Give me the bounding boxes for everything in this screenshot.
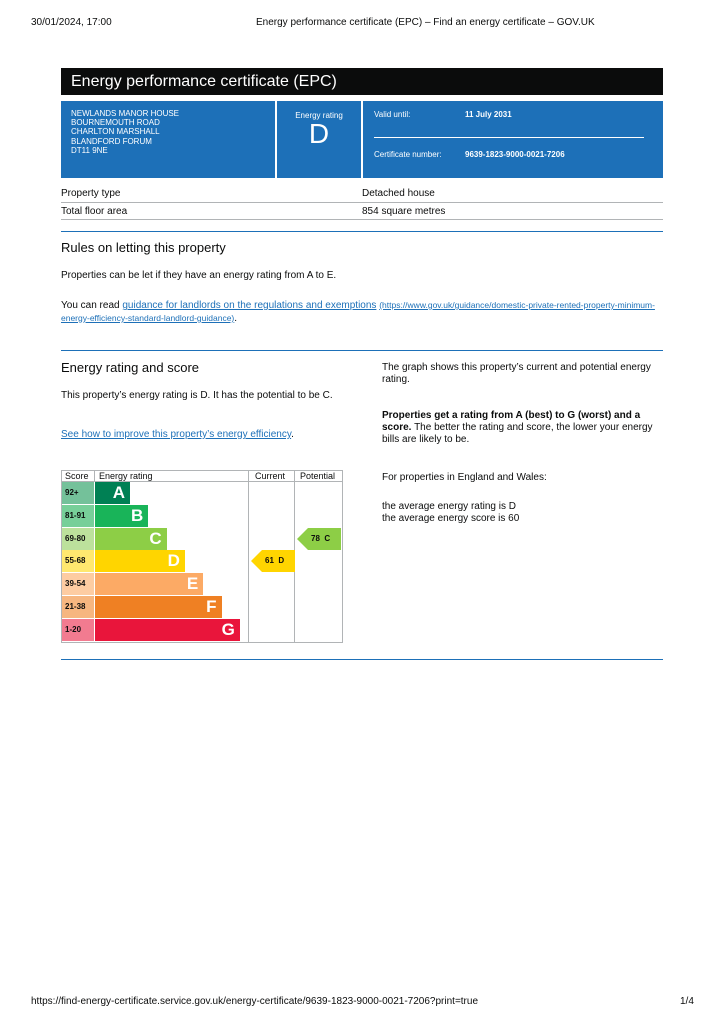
certificate-number-label: Certificate number: — [374, 150, 442, 159]
property-type-label: Property type — [61, 188, 121, 199]
address-line: NEWLANDS MANOR HOUSE — [71, 109, 180, 118]
chart-col-rule — [94, 470, 95, 482]
print-url: https://find-energy-certificate.service.gov.uk/energy-certificate/9639-1823-9000-0021-7206?print=true — [31, 996, 479, 1007]
divider — [374, 137, 644, 138]
floor-area-label: Total floor area — [61, 206, 128, 217]
certificate-title: Energy performance certificate (EPC) — [61, 68, 663, 95]
chart-header-current: Current — [255, 471, 286, 481]
band-score-f: 21-38 — [62, 596, 94, 618]
section-divider — [61, 350, 663, 351]
section-divider — [61, 231, 663, 232]
band-bar-b: B — [95, 505, 148, 527]
valid-until-value: 11 July 2031 — [465, 110, 512, 119]
band-bar-f: F — [95, 596, 222, 618]
guidance-prefix: You can read — [61, 300, 123, 311]
address-box — [61, 101, 275, 178]
band-bar-c: C — [95, 528, 167, 550]
energy-score-para: This property’s energy rating is D. It has the potential to be C. — [61, 390, 333, 401]
guidance-link[interactable]: guidance for landlords on the regulations and exemptions — [122, 300, 377, 311]
band-score-a: 92+ — [62, 482, 94, 504]
address-line: CHARLTON MARSHALL — [71, 127, 160, 137]
letting-para: Properties can be let if they have an energy rating from A to E. — [61, 270, 337, 281]
band-bar-e: E — [95, 573, 203, 595]
guidance-url-link[interactable]: (https://www.gov.uk/guidance/domestic-private-rented-property-minimum- — [379, 300, 655, 310]
print-page-title: Energy performance certificate (EPC) – Find an energy certificate – GOV.UK — [256, 17, 595, 28]
band-score-e: 39-54 — [62, 573, 94, 595]
average-score: the average energy score is 60 — [382, 513, 520, 524]
band-bar-a: A — [95, 482, 130, 504]
band-score-b: 81-91 — [62, 505, 94, 527]
valid-until-label: Valid until: — [374, 110, 411, 119]
floor-area-value: 854 square metres — [362, 206, 446, 217]
address-line: BOURNEMOUTH ROAD — [71, 118, 160, 128]
print-page-number: 1/4 — [680, 996, 694, 1007]
england-wales-label: For properties in England and Wales: — [382, 472, 547, 483]
potential-rating-label: 78 C — [311, 533, 331, 543]
rating-explainer-rest: The better the rating and score, the lower your energy bills are likely to be. — [382, 422, 653, 445]
average-rating: the average energy rating is D — [382, 501, 516, 512]
letting-guidance — [61, 299, 663, 312]
section-divider — [61, 659, 663, 660]
chart-header-score: Score — [65, 471, 89, 481]
divider — [61, 219, 663, 220]
certificate-number-value: 9639-1823-9000-0021-7206 — [465, 150, 565, 159]
period: . — [234, 313, 238, 324]
print-datetime: 30/01/2024, 17:00 — [31, 17, 112, 28]
energy-rating-label: Energy rating — [295, 111, 343, 120]
band-bar-d: D — [95, 550, 185, 572]
improve-link[interactable]: See how to improve this property’s energy efficiency — [61, 429, 292, 440]
band-score-d: 55-68 — [62, 550, 94, 572]
chart-header-rating: Energy rating — [99, 471, 153, 481]
energy-rating-letter: D — [308, 118, 330, 149]
band-score-c: 69-80 — [62, 528, 94, 550]
current-rating-label: 61 D — [265, 556, 285, 566]
rating-explainer-bold: Properties get a rating from A (best) to G (worst) and a score. — [382, 410, 641, 433]
divider — [61, 202, 663, 203]
energy-score-heading: Energy rating and score — [61, 360, 200, 375]
validity-box — [363, 101, 663, 178]
energy-rating-box — [277, 101, 361, 178]
guidance-url-line2-wrap — [61, 312, 237, 325]
chart-header-potential: Potential — [300, 471, 336, 481]
band-score-g: 1-20 — [62, 619, 94, 641]
address-line: BLANDFORD FORUM — [71, 136, 152, 146]
band-bar-g: G — [95, 619, 240, 641]
period: . — [291, 429, 294, 440]
address-line: DT11 9NE — [71, 145, 108, 155]
rating-explainer — [382, 410, 662, 446]
property-type-value: Detached house — [362, 188, 435, 199]
graph-description: The graph shows this property’s current and potential energy rating. — [382, 362, 651, 385]
improve-wrap — [61, 429, 294, 441]
chart-col-rule — [248, 470, 249, 643]
letting-heading: Rules on letting this property — [61, 240, 226, 255]
guidance-url-link-cont[interactable]: energy-efficiency-standard-landlord-guidance) — [61, 313, 235, 323]
